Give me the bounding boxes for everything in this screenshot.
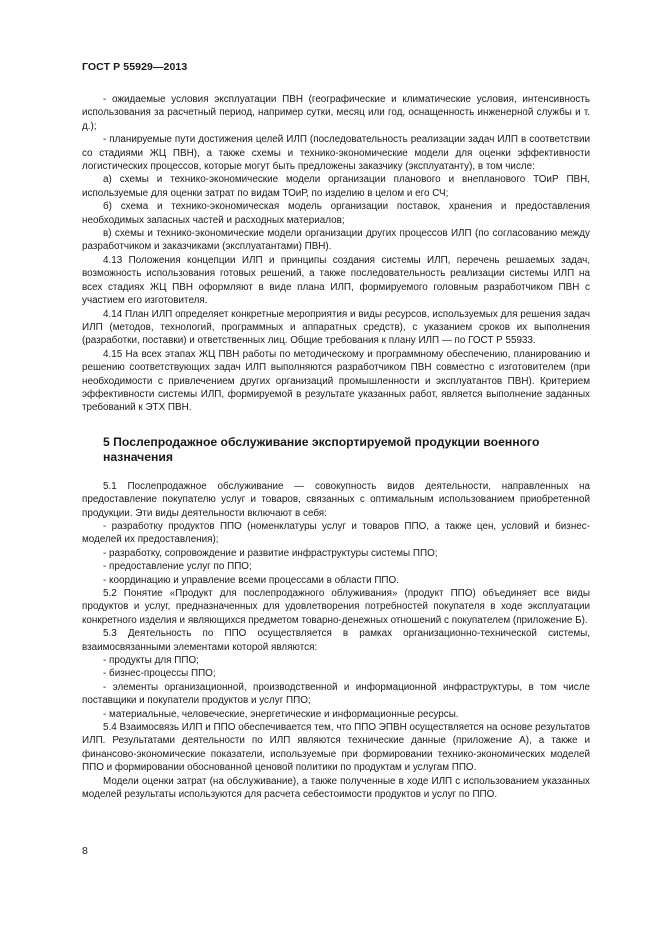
paragraph: - продукты для ППО; — [103, 655, 199, 667]
paragraph: 4.15 На всех этапах ЖЦ ПВН работы по методическому и программному обеспечению, планированию и решению соответствующих задач ИЛП выполняются разработчиком ПВН совместно с изготовителем (при необходимости с привлечением других организаций промышленности и эксплуатантов ПВН). Критерием эффективности системы ИЛП, формируемой в результате указанных работ, является выполнение заданных требований к ЭТХ ПВН. — [82, 348, 590, 414]
page-body — [82, 93, 590, 802]
paragraph: - координацию и управление всеми процессами в области ППО. — [103, 574, 399, 586]
paragraph: в) схемы и технико-экономические модели организации других процессов ИЛП (по согласованию между разработчиком и заказчиками (эксплуатантами) ПВН). — [82, 228, 590, 253]
paragraph: - бизнес-процессы ППО; — [103, 668, 216, 680]
paragraph: б) схема и технико-экономическая модель организации поставок, хранения и предоставления необходимых запасных частей и расходных материалов; — [82, 201, 590, 226]
paragraph: - разработку, сопровождение и развитие инфраструктуры системы ППО; — [103, 547, 438, 559]
paragraph: 4.14 План ИЛП определяет конкретные мероприятия и виды ресурсов, используемых для решения задач ИЛП (методов, технологий, программных и аппаратных средств), с указанием сроков их выполнения (разработки, поставки) и ответственных лиц. Общие требования к плану ИЛП — по ГОСТ Р 55933. — [82, 308, 590, 347]
paragraph: 5.3 Деятельность по ППО осуществляется в рамках организационно-технической системы, взаимосвязанными элементами которой являются: — [82, 628, 590, 653]
section-heading: 5 Послепродажное обслуживание экспортируемой продукции военного назначения — [103, 434, 540, 465]
paragraph: - материальные, человеческие, энергетические и информационные ресурсы. — [103, 708, 459, 720]
paragraph: 5.4 Взаимосвязь ИЛП и ППО обеспечивается тем, что ППО ЭПВН осуществляется на основе результатов ИЛП. Результатами деятельности по ИЛП являются технические данные (приложение А), а также и финансово-экономические показатели, используемые при формировании технико-экономических моделей ППО и формировании обоснованной ценовой политики по продуктам и услугам ППО. — [82, 722, 590, 774]
standard-header: ГОСТ Р 55929—2013 — [82, 61, 188, 73]
paragraph: - ожидаемые условия эксплуатации ПВН (географические и климатические условия, интенсивность использования за расчетный период, например сутки, месяц или год, оснащенность инженерной службы и т. д.); — [82, 94, 590, 132]
paragraph: - предоставление услуг по ППО; — [103, 561, 252, 573]
paragraph: - элементы организационной, производственной и информационной инфраструктуры, в том числе поставщики и покупатели продуктов и услуг ППО; — [82, 681, 590, 707]
paragraph: - планируемые пути достижения целей ИЛП (последовательность реализации задач ИЛП в соответствии со стадиями ЖЦ ПВН), а также схемы и технико-экономические модели для оценки эффективности логистических процессов, которые могут быть предложены заказчику (эксплуатанту), в том числе: — [82, 134, 590, 173]
paragraph: 5.1 Послепродажное обслуживание — совокупность видов деятельности, направленных на предоставление покупателю услуг и товаров, связанных с оптимальным использованием приобретенной продукции. Эти виды деятельности включают в себя: — [82, 480, 590, 519]
paragraph: а) схемы и технико-экономические модели организации планового и внепланового ТОиР ПВН, используемые для оценки затрат по видам ТОиР, по изделию в целом и его СЧ; — [82, 174, 590, 199]
paragraph: 5.2 Понятие «Продукт для послепродажного облуживания» (продукт ППО) объединяет все виды продуктов и услуг, предназначенных для удовлетворения потребностей покупателя в ходе эксплуатации конкретного изделия и являющихся предметом товарно-денежных отношений с покупателем (приложение Б). — [82, 588, 590, 626]
paragraph: - разработку продуктов ППО (номенклатуры услуг и товаров ППО, а также цен, условий и бизнес-моделей их предоставления); — [82, 520, 590, 546]
paragraph: Модели оценки затрат (на обслуживание), а также полученные в ходе ИЛП с использованием указанных моделей результаты используются для расчета себестоимости продуктов и услуг по ППО. — [82, 775, 590, 801]
paragraph: 4.13 Положения концепции ИЛП и принципы создания системы ИЛП, перечень решаемых задач, возможность использования готовых решений, а также последовательность реализации системы ИЛП на всех стадиях ЖЦ ПВН оформляют в виде плана ИЛП, формируемого головным разработчиком ПВН с участием его изготовителя. — [82, 254, 590, 307]
page-number: 8 — [82, 845, 88, 857]
